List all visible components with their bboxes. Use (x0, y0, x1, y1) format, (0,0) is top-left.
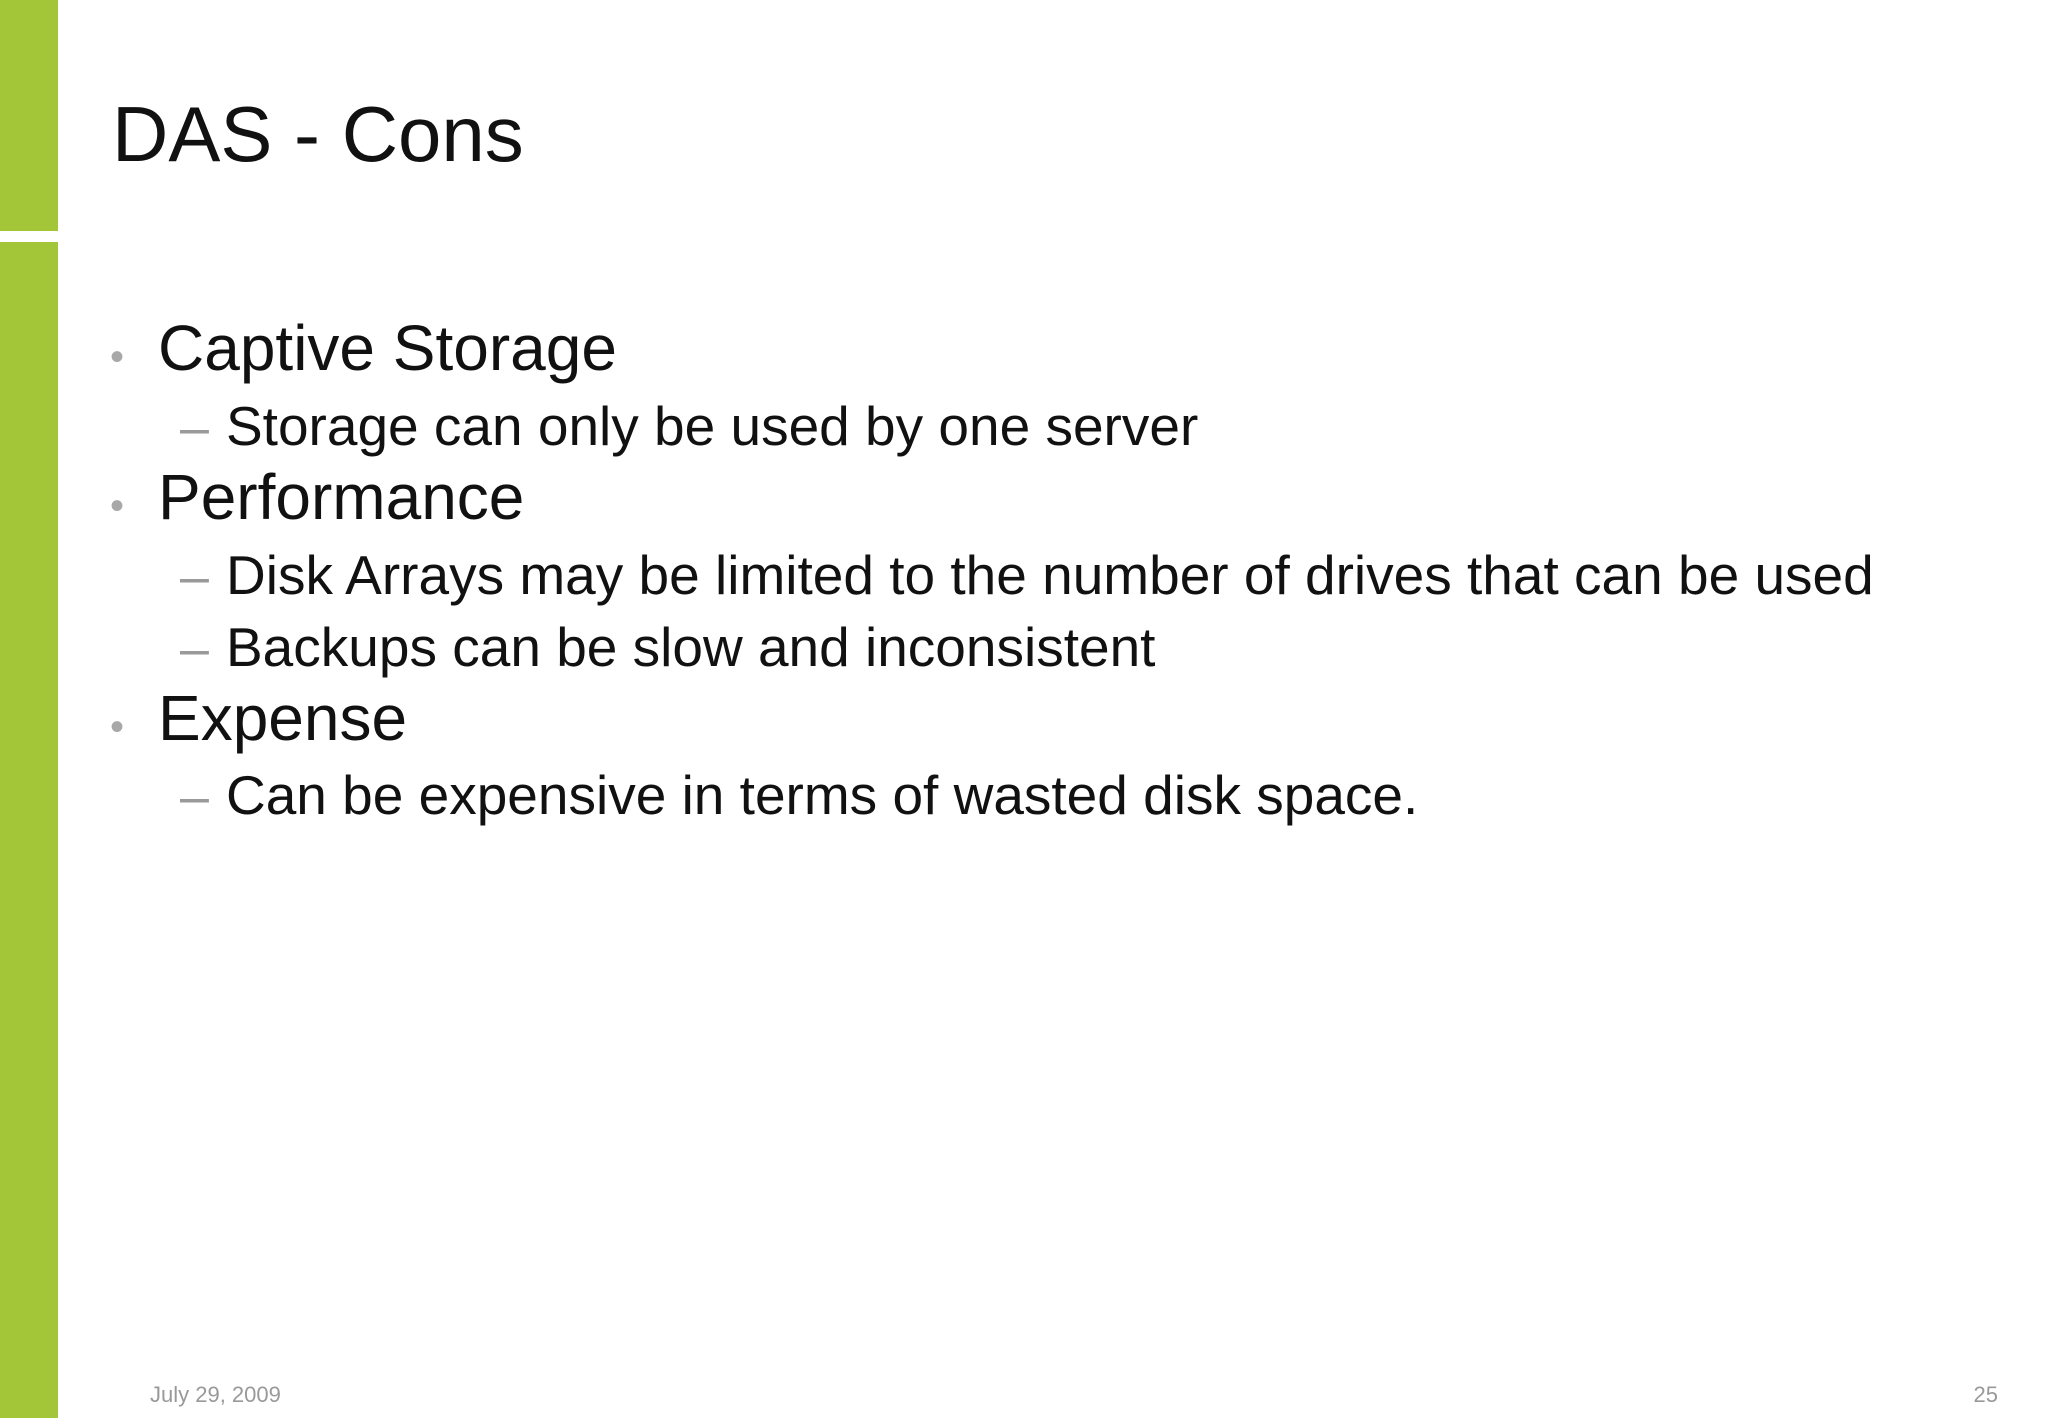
footer-date: July 29, 2009 (150, 1382, 281, 1407)
accent-bar-top (0, 0, 58, 231)
bullet-text: Captive Storage (158, 312, 617, 384)
slide-title: DAS - Cons (112, 90, 524, 178)
accent-bar-bottom (0, 242, 58, 1418)
page-number: 25 (1973, 1382, 1998, 1407)
sub-bullet-text: Disk Arrays may be limited to the number of drives that can be used (226, 543, 1874, 606)
bullet-dot-icon: • (110, 483, 125, 528)
dash-icon: – (180, 547, 209, 606)
sub-bullet-list (180, 762, 1910, 828)
bullet-text: Expense (158, 681, 408, 754)
bullet-dot-icon: • (110, 704, 125, 749)
bullet-item (110, 680, 1910, 757)
bullet-group-expense (110, 680, 1910, 829)
sub-bullet-text: Storage can only be used by one server (226, 394, 1199, 457)
dash-icon: – (180, 768, 209, 827)
sub-bullet-list (180, 542, 1910, 680)
dash-icon: – (180, 398, 209, 457)
sub-bullet-item (180, 762, 1910, 828)
bullet-group-captive-storage (110, 310, 1910, 459)
sub-bullet-list (180, 393, 1910, 459)
bullet-item (110, 459, 1910, 536)
bullet-text: Performance (158, 460, 525, 533)
sub-bullet-item (180, 614, 1910, 680)
sub-bullet-item (180, 542, 1910, 608)
bullet-list (110, 310, 1910, 828)
sub-bullet-item (180, 393, 1910, 459)
sub-bullet-text: Can be expensive in terms of wasted disk space. (226, 764, 1419, 827)
bullet-group-performance (110, 459, 1910, 680)
bullet-item (110, 310, 1910, 387)
bullet-dot-icon: • (110, 335, 125, 379)
dash-icon: – (180, 619, 209, 678)
sub-bullet-text: Backups can be slow and inconsistent (226, 615, 1156, 678)
